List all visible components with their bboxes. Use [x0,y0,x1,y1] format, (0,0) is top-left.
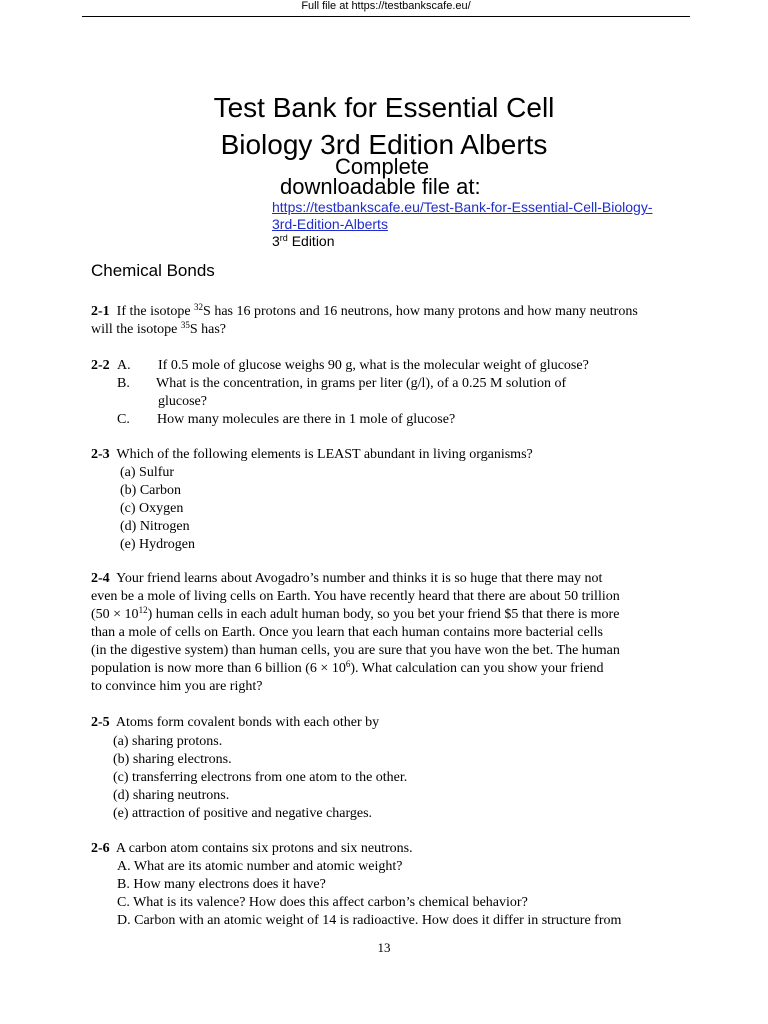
answer-option: (d) Nitrogen [120,519,190,534]
download-link-line-2: 3rd-Edition-Alberts [272,216,388,232]
question-number: 2-4 [91,571,110,586]
question-2-2-part-text: glucose? [158,394,207,409]
answer-option: (e) attraction of positive and negative charges. [113,806,373,821]
question-text: ). What calculation can you show your friend [350,661,604,676]
question-2-4-line [91,570,602,588]
download-link-line-1: https://testbankscafe.eu/Test-Bank-for-Essential-Cell-Biology- [272,199,653,215]
source-banner [82,0,690,17]
edition-word: Edition [287,233,335,249]
question-2-2-part-text: How many molecules are there in 1 mole of glucose? [157,412,456,427]
question-2-1-line-2 [91,321,226,339]
edition-superscript: rd [279,233,288,243]
answer-option: (b) Carbon [120,483,182,498]
answer-option: (e) Hydrogen [120,537,196,552]
edition-number: 3 [272,233,280,249]
question-text: If the isotope [116,304,195,319]
answer-option: (c) Oxygen [120,501,184,516]
question-2-6-part: C. What is its valence? How does this affect carbon’s chemical behavior? [117,895,528,910]
answer-option: (d) sharing neutrons. [113,788,230,803]
page-number: 13 [377,940,391,955]
exponent: 6 [345,659,351,669]
exponent: 12 [138,605,148,615]
complete-label: Complete [335,154,430,179]
question-2-4-line: even be a mole of living cells on Earth. You have recently heard that there are about 50 trillion [91,589,620,604]
question-number: 2-2 [91,358,110,373]
question-2-6-part: D. Carbon with an atomic weight of 14 is radioactive. How does it differ in structure from [117,913,622,928]
question-text: will the isotope [91,322,181,337]
question-text: (50 × 10 [91,607,139,622]
question-number: 2-1 [91,304,110,319]
answer-option: (a) sharing protons. [113,734,223,749]
question-2-4-line [91,660,604,678]
question-2-2-part-label: B. [117,376,130,391]
document-title-line-1: Test Bank for Essential Cell [213,92,555,123]
answer-option: (a) Sulfur [120,465,175,480]
section-heading: Chemical Bonds [91,261,215,280]
question-text: S has 16 protons and 16 neutrons, how many protons and how many neutrons [203,304,638,319]
question-number: 2-3 [91,447,110,462]
question-2-4-line [91,606,619,624]
question-2-6-part: B. How many electrons does it have? [117,877,326,892]
question-2-6-part: A. What are its atomic number and atomic weight? [117,859,403,874]
question-text: Your friend learns about Avogadro’s number and thinks it is so huge that there may not [116,571,603,586]
question-text: Atoms form covalent bonds with each other by [115,715,380,730]
edition-label [272,233,335,250]
question-2-4-line: (in the digestive system) than human cells, you are sure that you have won the bet. The human [91,643,620,658]
question-number: 2-6 [91,841,110,856]
isotope-mass-number: 35 [180,320,190,330]
question-2-6-stem [91,840,413,858]
download-link[interactable] [272,199,692,233]
question-text: ) human cells in each adult human body, so you bet your friend $5 that there is more [147,607,620,622]
isotope-mass-number: 32 [194,302,204,312]
question-2-4-line: to convince him you are right? [91,679,263,694]
question-text: Which of the following elements is LEAST abundant in living organisms? [116,447,533,462]
question-2-1-line-1 [91,303,638,321]
question-2-2-part-label: A. [117,358,131,373]
question-text: A carbon atom contains six protons and six neutrons. [115,841,413,856]
question-number: 2-5 [91,715,110,730]
question-text: S has? [189,322,226,337]
source-banner-text: Full file at https://testbankscafe.eu/ [301,0,471,12]
document-title-line-2: Biology 3rd Edition Alberts [220,129,548,160]
downloadable-label: downloadable file at: [280,174,481,199]
answer-option: (c) transferring electrons from one atom to the other. [113,770,408,785]
question-2-5-stem [91,714,379,732]
question-text: population is now more than 6 billion (6 × 10 [91,661,346,676]
question-2-3-stem [91,446,533,464]
question-2-4-line: than a mole of cells on Earth. Once you learn that each human contains more bacterial cells [91,625,603,640]
question-2-2-part-text: What is the concentration, in grams per liter (g/l), of a 0.25 M solution of [156,376,567,391]
answer-option: (b) sharing electrons. [113,752,232,767]
question-2-2-part-label: C. [117,412,130,427]
question-2-2-part-text: If 0.5 mole of glucose weighs 90 g, what is the molecular weight of glucose? [158,358,589,373]
